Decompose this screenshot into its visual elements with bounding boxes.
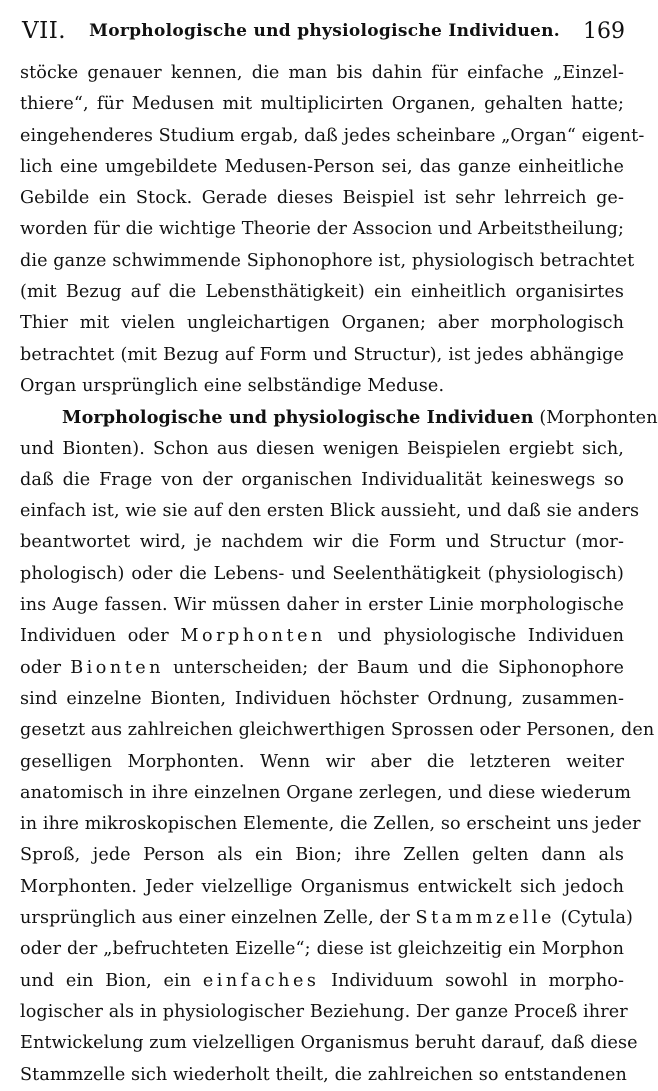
text-line xyxy=(20,653,624,684)
chapter-number: VII. xyxy=(22,18,67,44)
text-line: Stammzelle sich wiederholt theilt, die zahlreichen so entstandenen xyxy=(20,1064,627,1085)
text-line: thiere“, für Medusen mit multiplicirten Organen, gehalten hatte; xyxy=(20,94,624,115)
text-span: (Cytula) xyxy=(554,908,634,929)
text-line: einfach ist, wie sie auf den ersten Blick aussieht, und daß sie anders xyxy=(20,501,640,522)
running-title: Morphologische und physiologische Individuen. xyxy=(89,21,560,41)
text-line: Sproß, jede Person als ein Bion; ihre Zellen gelten dann als xyxy=(20,845,624,866)
text-line xyxy=(20,966,624,997)
text-span: oder xyxy=(20,657,71,678)
text-line: Gebilde ein Stock. Gerade dieses Beispiel ist sehr lehrreich ge- xyxy=(20,188,624,209)
page-number: 169 xyxy=(583,18,625,44)
text-line xyxy=(20,402,658,433)
spaced-term: Stammzelle xyxy=(415,908,555,929)
text-line xyxy=(20,621,624,652)
text-line: daß die Frage von der organischen Individualität keineswegs so xyxy=(20,469,624,490)
text-line: logischer als in physiologischer Beziehung. Der ganze Proceß ihrer xyxy=(20,1001,628,1022)
text-span: (Morphonten xyxy=(533,408,658,429)
text-line: worden für die wichtige Theorie der Associon und Arbeitstheilung; xyxy=(20,219,624,240)
text-span: Individuum sowohl in morpho- xyxy=(319,970,624,991)
text-line: die ganze schwimmende Siphonophore ist, physiologisch betrachtet xyxy=(20,250,635,271)
text-span: unterscheiden; der Baum und die Siphonophore xyxy=(164,657,624,678)
spaced-term: Bionten xyxy=(70,657,165,678)
text-line: lich eine umgebildete Medusen-Person sei, das ganze einheitliche xyxy=(20,156,624,177)
section-heading: Morphologische und physiologische Individuen xyxy=(62,407,534,429)
text-line: gesetzt aus zahlreichen gleichwerthigen Sprossen oder Personen, den xyxy=(20,720,655,741)
page-header xyxy=(22,14,625,48)
text-line: ins Auge fassen. Wir müssen daher in erster Linie morphologische xyxy=(20,595,624,616)
text-span: und physiologische Individuen xyxy=(325,626,624,647)
text-line: Organ ursprünglich eine selbständige Meduse. xyxy=(20,375,445,396)
text-line: und Bionten). Schon aus diesen wenigen Beispielen ergiebt sich, xyxy=(20,438,624,459)
text-line: Morphonten. Jeder vielzellige Organismus entwickelt sich jedoch xyxy=(20,876,624,897)
text-span: Individuen oder xyxy=(20,626,181,647)
spaced-term: einfaches xyxy=(202,970,320,991)
text-line: geselligen Morphonten. Wenn wir aber die letzteren weiter xyxy=(20,751,624,772)
text-line: betrachtet (mit Bezug auf Form und Structur), ist jedes abhängige xyxy=(20,344,624,365)
text-line: phologisch) oder die Lebens- und Seelenthätigkeit (physiologisch) xyxy=(20,563,624,584)
text-line: Entwickelung zum vielzelligen Organismus beruht darauf, daß diese xyxy=(20,1033,638,1054)
text-span: und ein Bion, ein xyxy=(20,970,203,991)
text-line xyxy=(20,903,634,934)
text-line: stöcke genauer kennen, die man bis dahin für einfache „Einzel- xyxy=(20,63,624,83)
body-text xyxy=(20,58,658,1091)
text-line: anatomisch in ihre einzelnen Organe zerlegen, und diese wiederum xyxy=(20,782,632,803)
text-line: Thier mit vielen ungleichartigen Organen; aber morphologisch xyxy=(20,313,624,334)
text-line: (mit Bezug auf die Lebensthätigkeit) ein einheitlich organisirtes xyxy=(20,282,624,303)
text-line: oder der „befruchteten Eizelle“; diese ist gleichzeitig ein Morphon xyxy=(20,939,624,960)
spaced-term: Morphonten xyxy=(180,626,326,647)
text-line: beantwortet wird, je nachdem wir die Form und Structur (mor- xyxy=(20,532,624,553)
text-line: sind einzelne Bionten, Individuen höchster Ordnung, zusammen- xyxy=(20,688,624,709)
text-span: ursprünglich aus einer einzelnen Zelle, der xyxy=(20,908,416,929)
text-line: in ihre mikroskopischen Elemente, die Zellen, so erscheint uns jeder xyxy=(20,814,641,835)
text-line: eingehenderes Studium ergab, daß jedes scheinbare „Organ“ eigent- xyxy=(20,125,645,146)
